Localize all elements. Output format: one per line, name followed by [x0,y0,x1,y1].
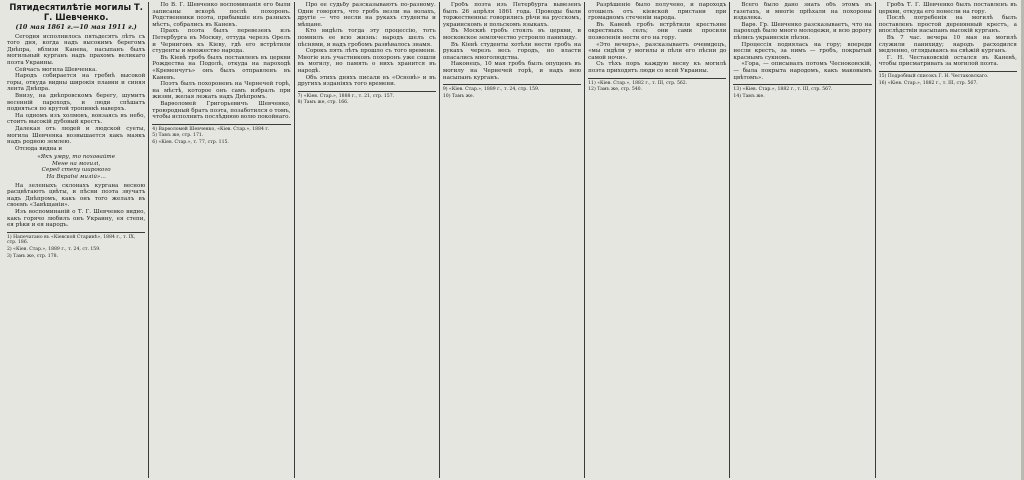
column-1 [4,2,149,478]
paragraph: Далекая отъ людей и людской суеты, могила Шевченка возвышается какъ маякъ надъ родною землею. [7,125,146,146]
column-5 [585,2,730,478]
paragraph: На одномъ изъ холмовъ, вонзаясь въ небо, стоитъ высокій дубовый крестъ. [7,112,146,126]
paragraph: «Это вечеръ», разсказываетъ очевидецъ, «мы сидѣли у могилы и пѣли его пѣсни до самой ночи». [588,41,727,61]
paragraph: Сегодня исполнилось пятьдесятъ лѣтъ съ того дня, когда надъ высокимъ берегомъ Днѣпра, вблизи Канева, насыпанъ былъ могильный курганъ надъ прахомъ великаго поэта Украины. [7,33,146,66]
footnotes [443,87,581,99]
paragraph: Въ Кіевѣ гробъ былъ поставленъ въ церкви Рождества на Подолѣ, откуда на пароходѣ «Кременчугъ» онъ былъ отправленъ въ Каневъ. [152,54,291,81]
footnote-divider [733,84,871,85]
verse-block [7,154,145,180]
paragraph: Варѳоломей Григорьевичъ Шевченко, троюродный братъ поэта, позаботился о томъ, чтобы исполнить послѣднюю волю покойнаго. [152,100,291,121]
paragraph: Отсюда видна и [15,145,63,152]
footnote-divider [152,124,290,125]
footnotes [152,127,290,146]
paragraph: Послѣ погребенія на могилѣ былъ поставленъ простой деревянный крестъ, а впослѣдствіи насыпанъ высокій курганъ. [878,15,1017,35]
footnote: 15) Подробный списокъ Г. Н. Честаковскаго. [878,73,989,79]
paragraph: Народъ собирается на гребнѣ высокой горы, откуда видны широкія плавни и синяя лента Днѣпра. [7,73,146,93]
footnote: 8) Тамъ же, стр. 166. [297,100,349,106]
footnote: 13) «Кіев. Стар.», 1882 г., т. III, стр. 567. [733,87,833,93]
footnote: 5) Тамъ же, стр. 171. [152,133,204,139]
footnote: 12) Тамъ же, стр. 540. [588,87,643,93]
footnote: 1) Напечатано въ «Кіевской Старинѣ», 1884 г., т. IX, стр. 186. [7,234,136,246]
paragraph: Въ Каневѣ гробъ встрѣтили крестьяне окрестныхъ селъ; они сами просили позволенія нести его на гору. [588,21,727,41]
footnotes [879,74,1017,86]
column-4 [440,2,585,478]
paragraph: По В. Г. Шевченко воспоминанія его были записаны вскорѣ послѣ похоронъ. Родственники поэта, прибывшіе изъ разныхъ мѣстъ, собрались въ Каневъ. [152,2,291,28]
footnote: 14) Тамъ же. [733,93,765,99]
footnote: 3) Тамъ же, стр. 178. [7,253,59,259]
footnote-divider [879,71,1017,72]
verse-line: На Вкраїні милій»… [46,174,106,181]
paragraph: Въ Кіевѣ студенты хотѣли нести гробъ на рукахъ черезъ весь городъ, но власти опасались многолюдства. [442,41,582,61]
article-date: (10 мая 1861 г.—10 мая 1911 г.) [15,23,137,32]
paragraph: Всего было дано знать объ этомъ въ газетахъ, и многіе пріѣхали на похороны издалека. [733,2,872,22]
footnote: 2) «Кіев. Стар.», 1889 г., т. 24, ст. 159. [7,247,101,252]
footnote: 6) «Кіев. Стар.», т. 77, стр. 115. [152,139,229,145]
paragraph: Наконецъ, 10 мая гробъ былъ опущенъ въ могилу на Чернечей горѣ, и надъ нею насыпанъ курганъ. [442,61,582,81]
footnote: 11) «Кіев. Стар.», 1882 г., т. III, стр. 562. [588,80,688,86]
footnote: 7) «Кіев. Стар.», 1888 г., т. 21, стр. 157. [297,93,395,99]
paragraph: Изъ воспоминаній о Т. Г. Шевченко видно, какъ горячо любилъ онъ Украину, ея степи, ея рѣки и ея народъ. [7,209,146,229]
article-title: Пятидесятилѣтіе могилы Т. Г. Шевченко. [9,2,143,22]
footnote-divider [588,78,726,79]
paragraph: Внизу, на днѣпровскомъ берегу, шумитъ весенній пароходъ, и люди спѣшатъ подняться по крутой тропинкѣ наверхъ. [7,92,146,113]
paragraph: Разрѣшеніе было получено, и пароходъ отошелъ отъ кіевской пристани при громадномъ стеченіи народа. [588,2,727,22]
columns [4,2,1020,478]
paragraph: Объ этихъ дняхъ писали въ «Основѣ» и въ другихъ изданіяхъ того времени. [297,74,436,88]
footnote-divider [443,84,581,85]
footnote-divider [7,232,145,233]
paragraph: Кто видѣлъ тогда эту процессію, тотъ помнилъ ее всю жизнь: народъ шелъ съ пѣснями, и надъ гробомъ развѣвалось знамя. [297,28,436,48]
column-6 [730,2,875,478]
paragraph: Сейчасъ могила Шевченка. [15,66,98,73]
paragraph: Процессія поднялась на гору; впереди несли крестъ, за нимъ — гробъ, покрытый краснымъ сукномъ. [733,41,872,61]
footnote: 4) Варѳоломей Шевченко, «Кіев. Стар.», 1884 г. [152,126,270,132]
paragraph: Про ее судьбу разсказываютъ по-разному. Одни говорятъ, что гробъ везли на волахъ, другіе — что несли на рукахъ студенты и мѣщане. [297,2,436,28]
footnote-divider [298,91,436,92]
paragraph: Прахъ поэта былъ перевезенъ изъ Петербурга въ Москву, оттуда черезъ Орелъ и Черниговъ къ Кіеву, гдѣ его встрѣтили студенты и множество народа. [152,28,291,55]
footnotes [7,235,145,259]
footnotes [733,87,871,99]
verse-line: Серед степу широкого [41,167,111,174]
paragraph: Гробъ поэта изъ Петербурга вывезенъ былъ 26 апрѣля 1861 года. Проводы были торжественны: говорились рѣчи на русскомъ, украинскомъ и польскомъ языкахъ. [442,2,582,28]
verse-line: «Якъ умру, то поховайте [37,154,116,161]
column-7 [876,2,1020,478]
footnote: 10) Тамъ же. [442,93,475,99]
paragraph: На зеленыхъ склонахъ кургана весною расцвѣтаютъ цвѣты, и пѣсни поэта звучатъ надъ Днѣпромъ, какъ онъ того желалъ въ своемъ «Завѣщаніи». [7,182,146,209]
column-3 [295,2,440,478]
footnote: 16) «Кіев. Стар.», 1882 г., т. III, стр. 567. [878,80,978,86]
footnotes [588,81,726,93]
paragraph: «Гора, — описывалъ потомъ Чесноковскій, — была покрыта народомъ, какъ маковымъ цвѣтомъ». [733,61,872,81]
verse-line: Мене на могилі, [52,160,101,167]
paragraph: Варѳ. Гр. Шевченко разсказываетъ, что на пароходѣ было много молодежи, и всю дорогу пѣлись украинскія пѣсни. [733,21,872,41]
footnote: 9) «Кіев. Стар.», 1889 г., т. 24, стр. 159. [442,87,540,93]
paragraph: Гробъ Т. Г. Шевченко былъ поставленъ въ церкви, откуда его понесли на гору. [878,2,1017,15]
paragraph: Въ Москвѣ гробъ стоялъ въ церкви, и московское землячество устроило панихиду. [442,28,582,41]
paragraph: Въ 7 час. вечера 10 мая на могилѣ служили панихиду; народъ расходился медленно, оглядываясь на свѣжій курганъ. [878,34,1017,55]
paragraph: Сорокъ пять лѣтъ прошло съ того времени. Многіе изъ участниковъ похоронъ уже сошли въ могилу, но память о нихъ хранится въ народѣ. [297,48,436,74]
column-2 [149,2,294,478]
paragraph: Поэтъ былъ похороненъ на Чернечей горѣ, на мѣстѣ, которое онъ самъ избралъ при жизни, желая лежать надъ Днѣпромъ. [152,81,291,101]
paragraph: Г. Н. Честаковскій остался въ Каневѣ, чтобы присматривать за могилой поэта. [878,54,1017,68]
paragraph: Съ тѣхъ поръ каждую весну къ могилѣ поэта приходятъ люди со всей Украины. [588,61,727,74]
footnotes [298,94,436,106]
